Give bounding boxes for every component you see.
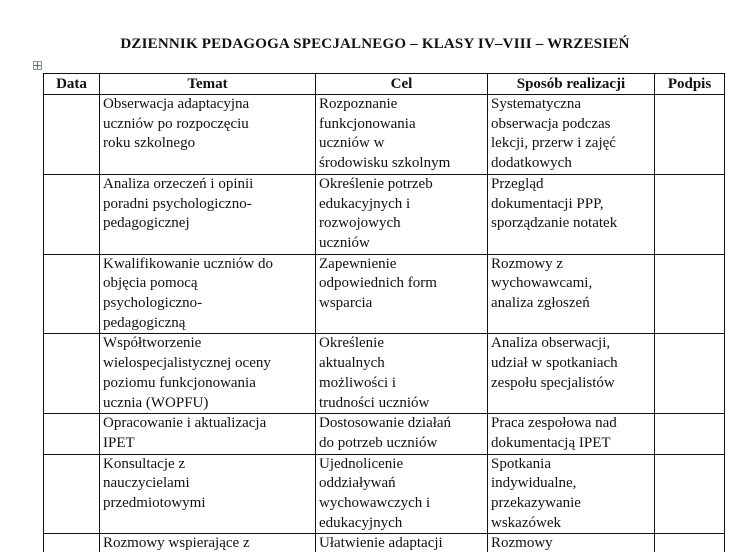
cell-temat[interactable] [100,454,316,534]
cell-text-line: udział w spotkaniach [491,355,618,372]
cell-text-line: Ujednolicenie [319,455,404,472]
cell-cel[interactable] [316,414,488,454]
cell-text-line: Rozpoznanie [319,96,398,112]
cell-cel[interactable] [316,534,488,552]
move-table-handle-icon[interactable] [33,61,42,70]
column-header-cel: Cel [316,74,488,95]
cell-podpis[interactable] [655,454,725,534]
cell-podpis[interactable] [655,334,725,414]
cell-text-line: edukacyjnych [319,514,403,531]
cell-text-line: trudności uczniów [319,394,430,411]
cell-text-line: Rozmowy wspierające z [103,535,250,552]
cell-text-line: uczniów po rozpoczęciu [103,115,249,132]
table-row [44,454,725,534]
cell-text-line: rozwojowych [319,215,401,232]
cell-sposob-realizacji[interactable] [488,454,655,534]
table-body [44,95,725,552]
cell-text-line: Spotkania [491,455,551,472]
table-row [44,414,725,454]
cell-text-line: Rozmowy [491,535,553,552]
cell-data[interactable] [44,454,100,534]
cell-podpis[interactable] [655,95,725,175]
cell-text-line: nauczycielami [103,475,190,492]
cell-text-line: funkcjonowania [319,115,416,132]
cell-text-line: Kwalifikowanie uczniów do [103,255,273,272]
cell-text-line: przekazywanie [491,495,581,512]
cell-data[interactable] [44,95,100,175]
cell-text-line: Określenie potrzeb [319,175,433,192]
cell-text-line: indywidualne, [491,475,577,492]
cell-cel[interactable] [316,95,488,175]
cell-text-line: aktualnych [319,355,385,372]
document-title: DZIENNIK PEDAGOGA SPECJALNEGO – KLASY IV–VIII – WRZESIEŃ [120,36,630,52]
cell-text-line: objęcia pomocą [103,275,198,292]
cell-text-line: analiza zgłoszeń [491,295,590,312]
cell-text-line: oddziaływań [319,475,396,492]
cell-sposob-realizacji[interactable] [488,254,655,334]
cell-text-line: dodatkowych [491,155,572,172]
column-header-data: Data [44,74,100,95]
cell-text-line: Zapewnienie [319,255,397,272]
cell-text-line: Dostosowanie działań [319,415,452,432]
cell-text-line: przedmiotowymi [103,495,206,512]
cell-text-line: ucznia (WOPFU) [103,394,209,411]
cell-sposob-realizacji[interactable] [488,534,655,552]
column-header-sposob-realizacji: Sposób realizacji [488,74,655,95]
cell-cel[interactable] [316,254,488,334]
journal-table [43,73,725,552]
cell-temat[interactable] [100,254,316,334]
cell-text-line: Ułatwienie adaptacji [319,535,443,552]
cell-text-line: wychowawczych i [319,495,431,512]
cell-text-line: sporządzanie notatek [491,215,618,232]
cell-podpis[interactable] [655,254,725,334]
table-row [44,334,725,414]
cell-text-line: pedagogicznej [103,215,190,232]
cell-text-line: Praca zespołowa nad [491,415,617,432]
cell-text-line: wychowawcami, [491,275,593,292]
cell-text-line: uczniów [319,234,370,251]
cell-text-line: Opracowanie i aktualizacja [103,415,267,432]
cell-temat[interactable] [100,95,316,175]
cell-temat[interactable] [100,334,316,414]
cell-sposob-realizacji[interactable] [488,334,655,414]
cell-text-line: lekcji, przerw i zajęć [491,135,616,152]
cell-temat[interactable] [100,414,316,454]
cell-text-line: IPET [103,434,135,451]
cell-temat[interactable] [100,534,316,552]
cell-text-line: Analiza orzeczeń i opinii [103,175,254,192]
cell-text-line: odpowiednich form [319,275,437,292]
cell-cel[interactable] [316,174,488,254]
cell-text-line: wsparcia [319,295,373,312]
cell-text-line: poziomu funkcjonowania [103,374,256,391]
column-header-temat: Temat [100,74,316,95]
cell-sposob-realizacji[interactable] [488,414,655,454]
cell-text-line: Obserwacja adaptacyjna [103,96,250,112]
cell-text-line: zespołu specjalistów [491,374,615,391]
table-row [44,95,725,175]
table-row [44,534,725,552]
cell-text-line: poradni psychologiczno- [103,195,252,212]
cell-cel[interactable] [316,334,488,414]
cell-data[interactable] [44,174,100,254]
cell-text-line: środowisku szkolnym [319,155,451,172]
cell-text-line: Współtworzenie [103,335,202,352]
cell-text-line: możliwości i [319,374,397,391]
table-row [44,254,725,334]
cell-sposob-realizacji[interactable] [488,174,655,254]
cell-podpis[interactable] [655,174,725,254]
cell-sposob-realizacji[interactable] [488,95,655,175]
cell-text-line: dokumentacją IPET [491,434,611,451]
cell-temat[interactable] [100,174,316,254]
cell-text-line: Określenie [319,335,384,352]
cell-text-line: Rozmowy z [491,255,564,272]
cell-text-line: wielospecjalistycznej oceny [103,355,271,372]
table-row [44,174,725,254]
table-header-row [44,74,725,95]
column-header-podpis: Podpis [655,74,725,95]
cell-podpis[interactable] [655,414,725,454]
cell-podpis[interactable] [655,534,725,552]
cell-text-line: Analiza obserwacji, [491,335,611,352]
cell-cel[interactable] [316,454,488,534]
cell-text-line: obserwacja podczas [491,115,611,132]
cell-text-line: pedagogiczną [103,314,186,331]
cell-text-line: Przegląd [491,175,544,192]
cell-data[interactable] [44,534,100,552]
cell-text-line: dokumentacji PPP, [491,195,604,212]
cell-data[interactable] [44,414,100,454]
cell-data[interactable] [44,254,100,334]
cell-text-line: uczniów w [319,135,385,152]
cell-text-line: do potrzeb uczniów [319,434,438,451]
cell-text-line: roku szkolnego [103,135,196,152]
cell-text-line: wskazówek [491,514,561,531]
cell-data[interactable] [44,334,100,414]
cell-text-line: Konsultacje z [103,455,186,472]
cell-text-line: psychologiczno- [103,295,203,312]
cell-text-line: edukacyjnych i [319,195,411,212]
cell-text-line: Systematyczna [491,96,581,112]
